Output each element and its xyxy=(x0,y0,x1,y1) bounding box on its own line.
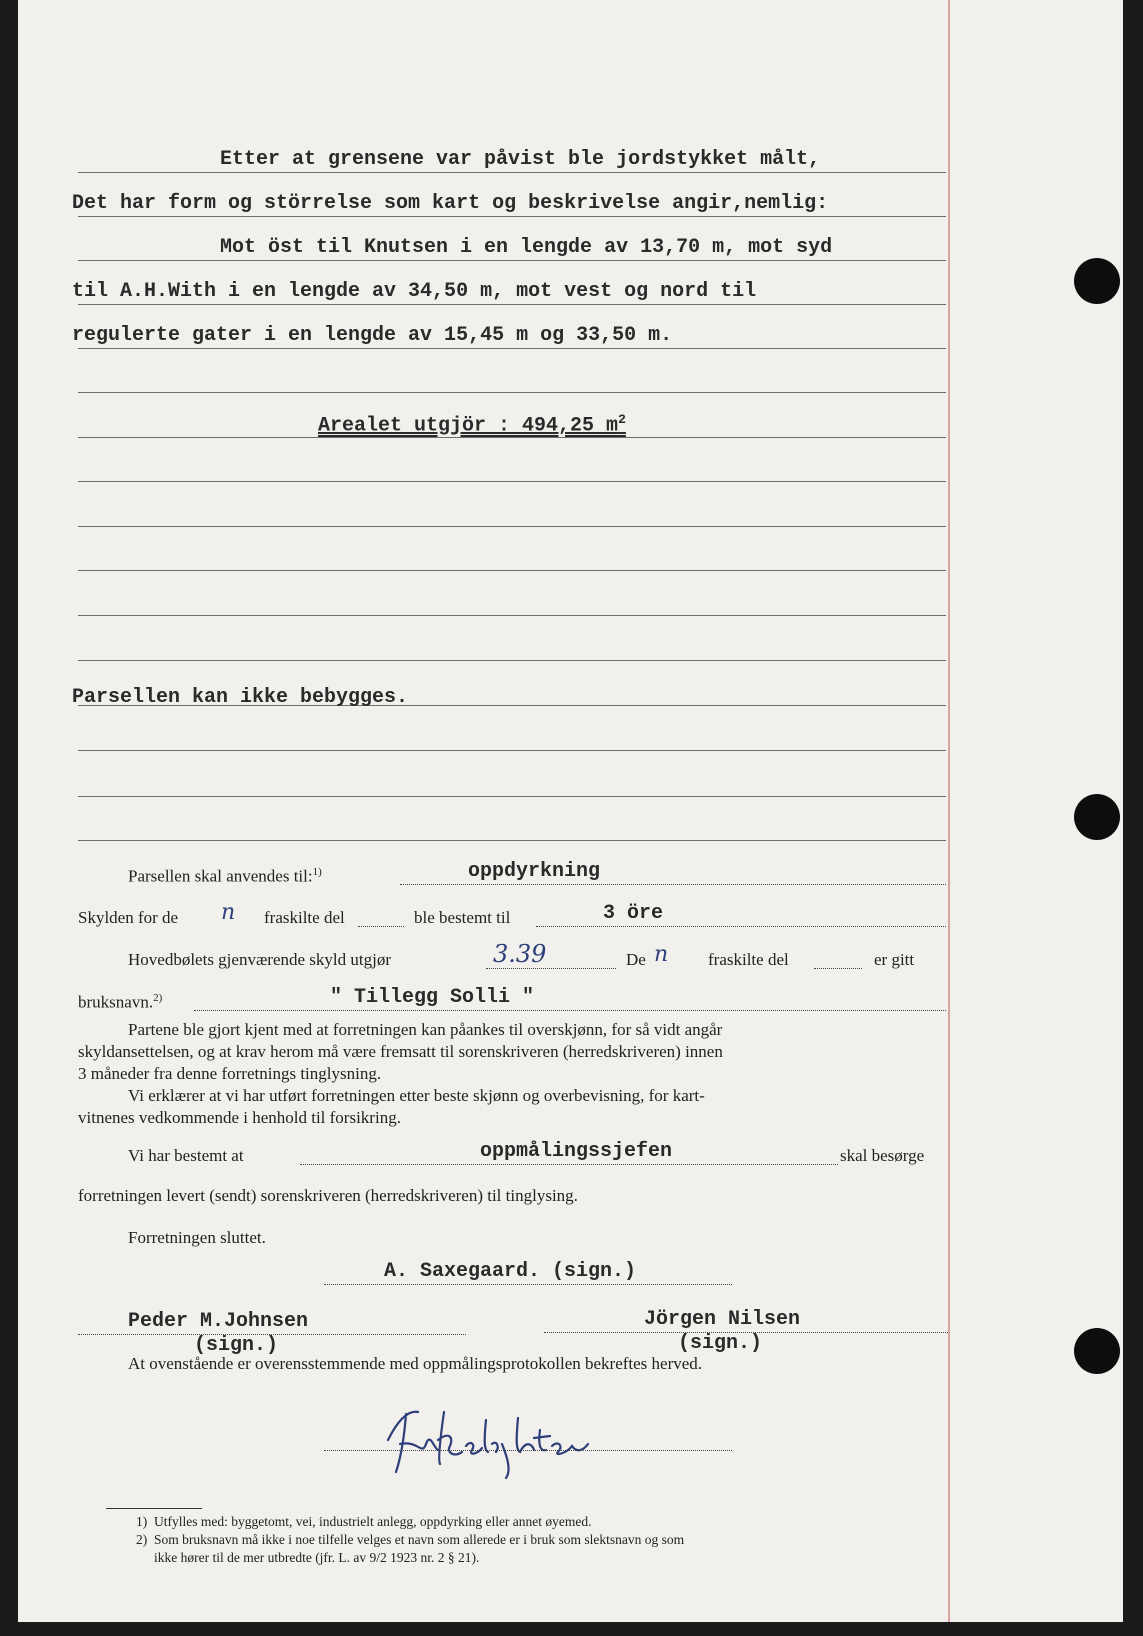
footnote-3-text: ikke hører til de mer utbredte (jfr. L. av 9/2 1923 nr. 2 § 21). xyxy=(154,1550,480,1565)
main-label: Hovedbølets gjenværende skyld utgjør xyxy=(128,950,391,969)
delivery-label-a: Vi har bestemt at xyxy=(128,1146,244,1165)
main-handwritten: n xyxy=(654,942,669,967)
rule-line xyxy=(78,840,946,841)
signature-right-name: Jörgen Nilsen xyxy=(644,1308,801,1331)
rule-line xyxy=(78,570,946,571)
description-line-2: Det har form og störrelse som kart og beskrivelse angir,nemlig: xyxy=(72,192,829,215)
area-unit-superscript: 2 xyxy=(618,412,626,427)
tax-label-c: ble bestemt til xyxy=(414,908,511,927)
rule-line xyxy=(78,260,946,261)
rule-line xyxy=(78,348,946,349)
rule-line xyxy=(78,172,946,173)
dotted-line xyxy=(300,1164,838,1165)
description-line-5: regulerte gater i en lengde av 15,45 m og 33,50 m. xyxy=(72,324,673,347)
dotted-line xyxy=(536,926,946,927)
rule-line xyxy=(78,750,946,751)
description-line-1: Etter at grensene var påvist ble jordstykket målt, xyxy=(220,148,821,171)
footnote-1-ref: 1) xyxy=(136,1514,148,1529)
signature-main: A. Saxegaard. (sign.) xyxy=(384,1260,637,1283)
main-value: 3.39 xyxy=(493,940,547,968)
paragraph2-line-2: vitnenes vedkommende i henhold til forsikring. xyxy=(78,1108,401,1127)
main-label-c: fraskilte del xyxy=(708,950,789,969)
tax-label-a: Skylden for de xyxy=(78,908,179,927)
usage-value: oppdyrkning xyxy=(468,860,601,883)
footnote-divider xyxy=(106,1508,202,1509)
dotted-line xyxy=(194,1010,946,1011)
tax-handwritten: n xyxy=(221,900,236,925)
main-label-b: De xyxy=(626,950,646,969)
footnote-2-text: Som bruksnavn må ikke i noe tilfelle velges et navn som allerede er i bruk som slektsnavn og som xyxy=(154,1532,685,1547)
dotted-line xyxy=(400,884,946,885)
dotted-line xyxy=(814,968,862,969)
signature-left-name: Peder M.Johnsen xyxy=(128,1310,309,1333)
description-line-3: Mot öst til Knutsen i en lengde av 13,70 m, mot syd xyxy=(220,236,833,259)
rule-line xyxy=(78,216,946,217)
signature-line xyxy=(324,1284,732,1285)
signature-right-sign: (sign.) xyxy=(678,1332,763,1355)
paragraph2-line-1: Vi erklærer at vi har utført forretningen etter beste skjønn og overbevisning, for kart- xyxy=(128,1086,705,1105)
rule-line xyxy=(78,526,946,527)
footnote-1-text: Utfylles med: byggetomt, vei, industrielt anlegg, oppdyrking eller annet øyemed. xyxy=(154,1514,592,1529)
tax-label-b: fraskilte del xyxy=(264,908,345,927)
punch-hole xyxy=(1074,794,1120,840)
tax-value: 3 öre xyxy=(603,902,664,925)
paragraph1-line-2: skyldansettelsen, og at krav herom må være fremsatt til sorenskriveren (herredskriveren) innen xyxy=(78,1042,723,1061)
name-value: " Tillegg Solli " xyxy=(330,986,535,1009)
punch-hole xyxy=(1074,258,1120,304)
paragraph1-line-1: Partene ble gjort kjent med at forretningen kan påankes til overskjønn, for så vidt angår xyxy=(128,1020,723,1039)
rule-line xyxy=(78,615,946,616)
area-label: Arealet utgjör : 494,25 m xyxy=(318,414,619,438)
delivery-label-b: skal besørge xyxy=(840,1146,925,1165)
area-total xyxy=(318,412,626,438)
document-page xyxy=(18,0,1123,1622)
description-line-4: til A.H.With i en lengde av 34,50 m, mot vest og nord til xyxy=(72,280,757,303)
footnote-2-ref: 2) xyxy=(136,1532,148,1547)
signature-left-sign: (sign.) xyxy=(194,1334,279,1357)
usage-label: Parsellen skal anvendes til:$^{1)}$ xyxy=(128,866,322,886)
rule-line xyxy=(78,481,946,482)
signature-line xyxy=(324,1450,732,1451)
rule-line xyxy=(78,304,946,305)
dotted-line xyxy=(358,926,404,927)
margin-line xyxy=(948,0,950,1622)
punch-hole xyxy=(1074,1328,1120,1374)
delivery-line-2: forretningen levert (sendt) sorenskriveren (herredskriveren) til tinglysing. xyxy=(78,1186,578,1205)
name-label: bruksnavn.$^{2)}$ xyxy=(78,992,163,1012)
confirmation-text: At ovenstående er overensstemmende med oppmålingsprotokollen bekreftes herved. xyxy=(128,1354,703,1373)
rule-line xyxy=(78,660,946,661)
paragraph1-line-3: 3 måneder fra denne forretnings tinglysning. xyxy=(78,1064,382,1083)
handwritten-signature xyxy=(378,1400,608,1480)
rule-line xyxy=(78,796,946,797)
closing-text: Forretningen sluttet. xyxy=(128,1228,266,1247)
restriction-text: Parsellen kan ikke bebygges. xyxy=(72,686,409,709)
dotted-line xyxy=(486,968,616,969)
main-label-d: er gitt xyxy=(874,950,915,969)
delivery-value: oppmålingssjefen xyxy=(480,1140,673,1163)
rule-line xyxy=(78,392,946,393)
